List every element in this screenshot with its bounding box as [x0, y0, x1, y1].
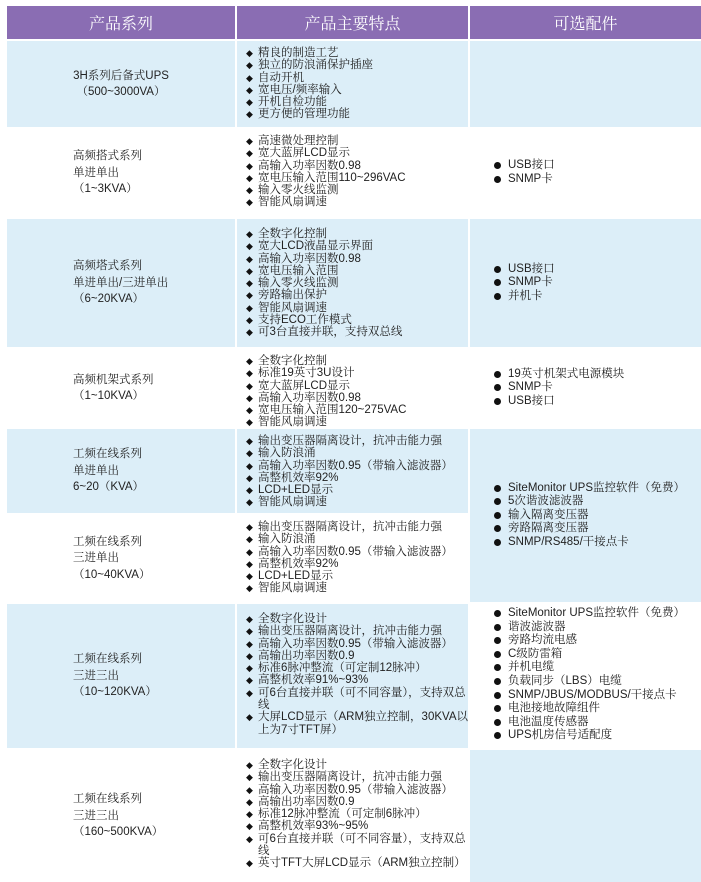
accessory-item: UPS机房信号适配度: [494, 729, 701, 743]
accessory-item: 旁路隔离变压器: [494, 522, 701, 536]
accessory-item: C级防雷箱: [494, 648, 701, 662]
row-lf-three-three-120-features: [237, 604, 468, 748]
row-hf-tower-6-20-name: 高频塔式系列 单进单出/三进单出 （6~20KVA）: [7, 219, 235, 347]
feature-item: ◆ 输入零火线监测: [246, 184, 468, 196]
row-3h-name: 3H系列后备式UPS （500~3000VA）: [7, 41, 235, 127]
feature-item: ◆ 输入零火线监测: [246, 277, 468, 289]
feature-item: ◆ 全数字化设计: [246, 759, 468, 771]
accessory-item: USB接口: [494, 263, 701, 277]
header-optional-accessories: 可选配件: [470, 6, 701, 39]
row-hf-rack-name: 高频机架式系列 （1~10KVA）: [7, 349, 235, 427]
feature-item: ◆ LCD+LED显示: [246, 484, 468, 496]
row-lf-single-features: [237, 429, 468, 513]
feature-item: ◆ 输入防浪涌: [246, 533, 468, 545]
accessory-item: 并机卡: [494, 290, 701, 304]
feature-item: ◆ 支持ECO工作模式: [246, 314, 468, 326]
accessory-item: 电池接地故障组件: [494, 702, 701, 716]
feature-item: ◆ 高速微处理控制: [246, 135, 468, 147]
feature-item: ◆ 智能风扇调速: [246, 302, 468, 314]
row-lf-merged-accessories: [470, 429, 701, 602]
row-hf-tower-6-20-accessories: [470, 219, 701, 347]
accessory-item: 输入隔离变压器: [494, 509, 701, 523]
feature-item: ◆ 高输出功率因数0.9: [246, 650, 468, 662]
feature-item: ◆ 英寸TFT大屏LCD显示（ARM独立控制）: [246, 857, 468, 869]
accessory-item: USB接口: [494, 395, 701, 409]
feature-item: ◆ 高整机效率92%: [246, 472, 468, 484]
feature-item: ◆ 高输入功率因数0.95（带输入滤波器）: [246, 546, 468, 558]
feature-item: ◆ 智能风扇调速: [246, 416, 468, 428]
feature-item: ◆ 可3台直接并联，支持双总线: [246, 326, 468, 338]
accessory-item: SNMP卡: [494, 173, 701, 187]
feature-item: ◆ 标准12脉冲整流（可定制6脉冲）: [246, 808, 468, 820]
feature-item: ◆ 更方便的管理功能: [246, 108, 468, 120]
feature-item: ◆ 高输入功率因数0.98: [246, 253, 468, 265]
feature-item: ◆ 开机自检功能: [246, 96, 468, 108]
feature-item: ◆ 输出变压器隔离设计，抗冲击能力强: [246, 771, 468, 783]
feature-item: ◆ 大屏LCD显示（ARM独立控制，30KVA以上为7寸TFT屏）: [246, 711, 468, 736]
feature-item: ◆ 全数字化控制: [246, 355, 468, 367]
row-lf-single-name: 工频在线系列 单进单出 6~20（KVA）: [7, 429, 235, 513]
row-lf-three-three-120-accessories: [470, 604, 701, 748]
accessory-item: SiteMonitor UPS监控软件（免费）: [494, 607, 701, 621]
feature-item: ◆ 高输入功率因数0.95（带输入滤波器）: [246, 638, 468, 650]
feature-item: ◆ 智能风扇调速: [246, 582, 468, 594]
row-lf-three-three-500-name: 工频在线系列 三进三出 （160~500KVA）: [7, 750, 235, 882]
feature-item: ◆ 宽大蓝屏LCD显示: [246, 380, 468, 392]
feature-item: ◆ LCD+LED显示: [246, 570, 468, 582]
row-hf-rack-features: [237, 349, 468, 427]
feature-item: ◆ 宽电压/频率输入: [246, 84, 468, 96]
feature-item: ◆ 全数字化控制: [246, 228, 468, 240]
accessory-item: 谐波滤波器: [494, 621, 701, 635]
accessory-item: SNMP/RS485/干接点卡: [494, 536, 701, 550]
row-hf-tower-1-3-accessories: [470, 129, 701, 217]
feature-item: ◆ 高整机效率92%: [246, 558, 468, 570]
accessory-item: SNMP卡: [494, 381, 701, 395]
accessory-item: 19英寸机架式电源模块: [494, 368, 701, 382]
row-3h-features: [237, 41, 468, 127]
row-3h-accessories: [470, 41, 701, 127]
feature-item: ◆ 输入防浪涌: [246, 447, 468, 459]
feature-item: ◆ 可6台直接并联（可不同容量），支持双总线: [246, 833, 468, 858]
accessory-item: 旁路均流电感: [494, 634, 701, 648]
accessory-item: SNMP卡: [494, 276, 701, 290]
feature-item: ◆ 宽电压输入范围: [246, 265, 468, 277]
feature-item: ◆ 高输入功率因数0.98: [246, 160, 468, 172]
feature-item: ◆ 宽大蓝屏LCD显示: [246, 147, 468, 159]
row-hf-tower-1-3-name: 高频搭式系列 单进单出 （1~3KVA）: [7, 129, 235, 217]
feature-item: ◆ 自动开机: [246, 72, 468, 84]
row-lf-three-three-500-features: [237, 750, 468, 882]
accessory-item: USB接口: [494, 159, 701, 173]
accessory-item: 并机电缆: [494, 661, 701, 675]
feature-item: ◆ 智能风扇调速: [246, 496, 468, 508]
feature-item: ◆ 输出变压器隔离设计，抗冲击能力强: [246, 435, 468, 447]
feature-item: ◆ 输出变压器隔离设计，抗冲击能力强: [246, 625, 468, 637]
row-hf-tower-1-3-features: [237, 129, 468, 217]
feature-item: ◆ 精良的制造工艺: [246, 47, 468, 59]
feature-item: ◆ 独立的防浪涌保护插座: [246, 59, 468, 71]
feature-item: ◆ 全数字化设计: [246, 613, 468, 625]
feature-item: ◆ 高输入功率因数0.98: [246, 392, 468, 404]
feature-item: ◆ 标准6脉冲整流（可定制12脉冲）: [246, 662, 468, 674]
feature-item: ◆ 高整机效率91%~93%: [246, 674, 468, 686]
header-main-features: 产品主要特点: [237, 6, 468, 39]
row-lf-three-single-features: [237, 515, 468, 602]
accessory-item: SNMP/JBUS/MODBUS/干接点卡: [494, 689, 701, 703]
feature-item: ◆ 高输出功率因数0.9: [246, 796, 468, 808]
feature-item: ◆ 宽电压输入范围110~296VAC: [246, 172, 468, 184]
feature-item: ◆ 标准19英寸3U设计: [246, 367, 468, 379]
row-lf-three-single-name: 工频在线系列 三进单出 （10~40KVA）: [7, 515, 235, 602]
feature-item: ◆ 智能风扇调速: [246, 196, 468, 208]
feature-item: ◆ 高输入功率因数0.95（带输入滤波器）: [246, 460, 468, 472]
feature-item: ◆ 高整机效率93%~95%: [246, 820, 468, 832]
accessory-item: 电池温度传感器: [494, 716, 701, 730]
feature-item: ◆ 可6台直接并联（可不同容量），支持双总线: [246, 687, 468, 712]
feature-item: ◆ 宽大LCD液晶显示界面: [246, 240, 468, 252]
accessory-item: 5次谐波滤波器: [494, 495, 701, 509]
row-lf-three-three-120-name: 工频在线系列 三进三出 （10~120KVA）: [7, 604, 235, 748]
row-hf-tower-6-20-features: [237, 219, 468, 347]
header-product-series: 产品系列: [7, 6, 235, 39]
feature-item: ◆ 高输入功率因数0.95（带输入滤波器）: [246, 784, 468, 796]
accessory-item: 负载同步（LBS）电缆: [494, 675, 701, 689]
row-lf-three-three-500-accessories: [470, 750, 701, 882]
feature-item: ◆ 输出变压器隔离设计，抗冲击能力强: [246, 521, 468, 533]
feature-item: ◆ 旁路输出保护: [246, 289, 468, 301]
feature-item: ◆ 宽电压输入范围120~275VAC: [246, 404, 468, 416]
accessory-item: SiteMonitor UPS监控软件（免费）: [494, 482, 701, 496]
row-hf-rack-accessories: [470, 349, 701, 427]
